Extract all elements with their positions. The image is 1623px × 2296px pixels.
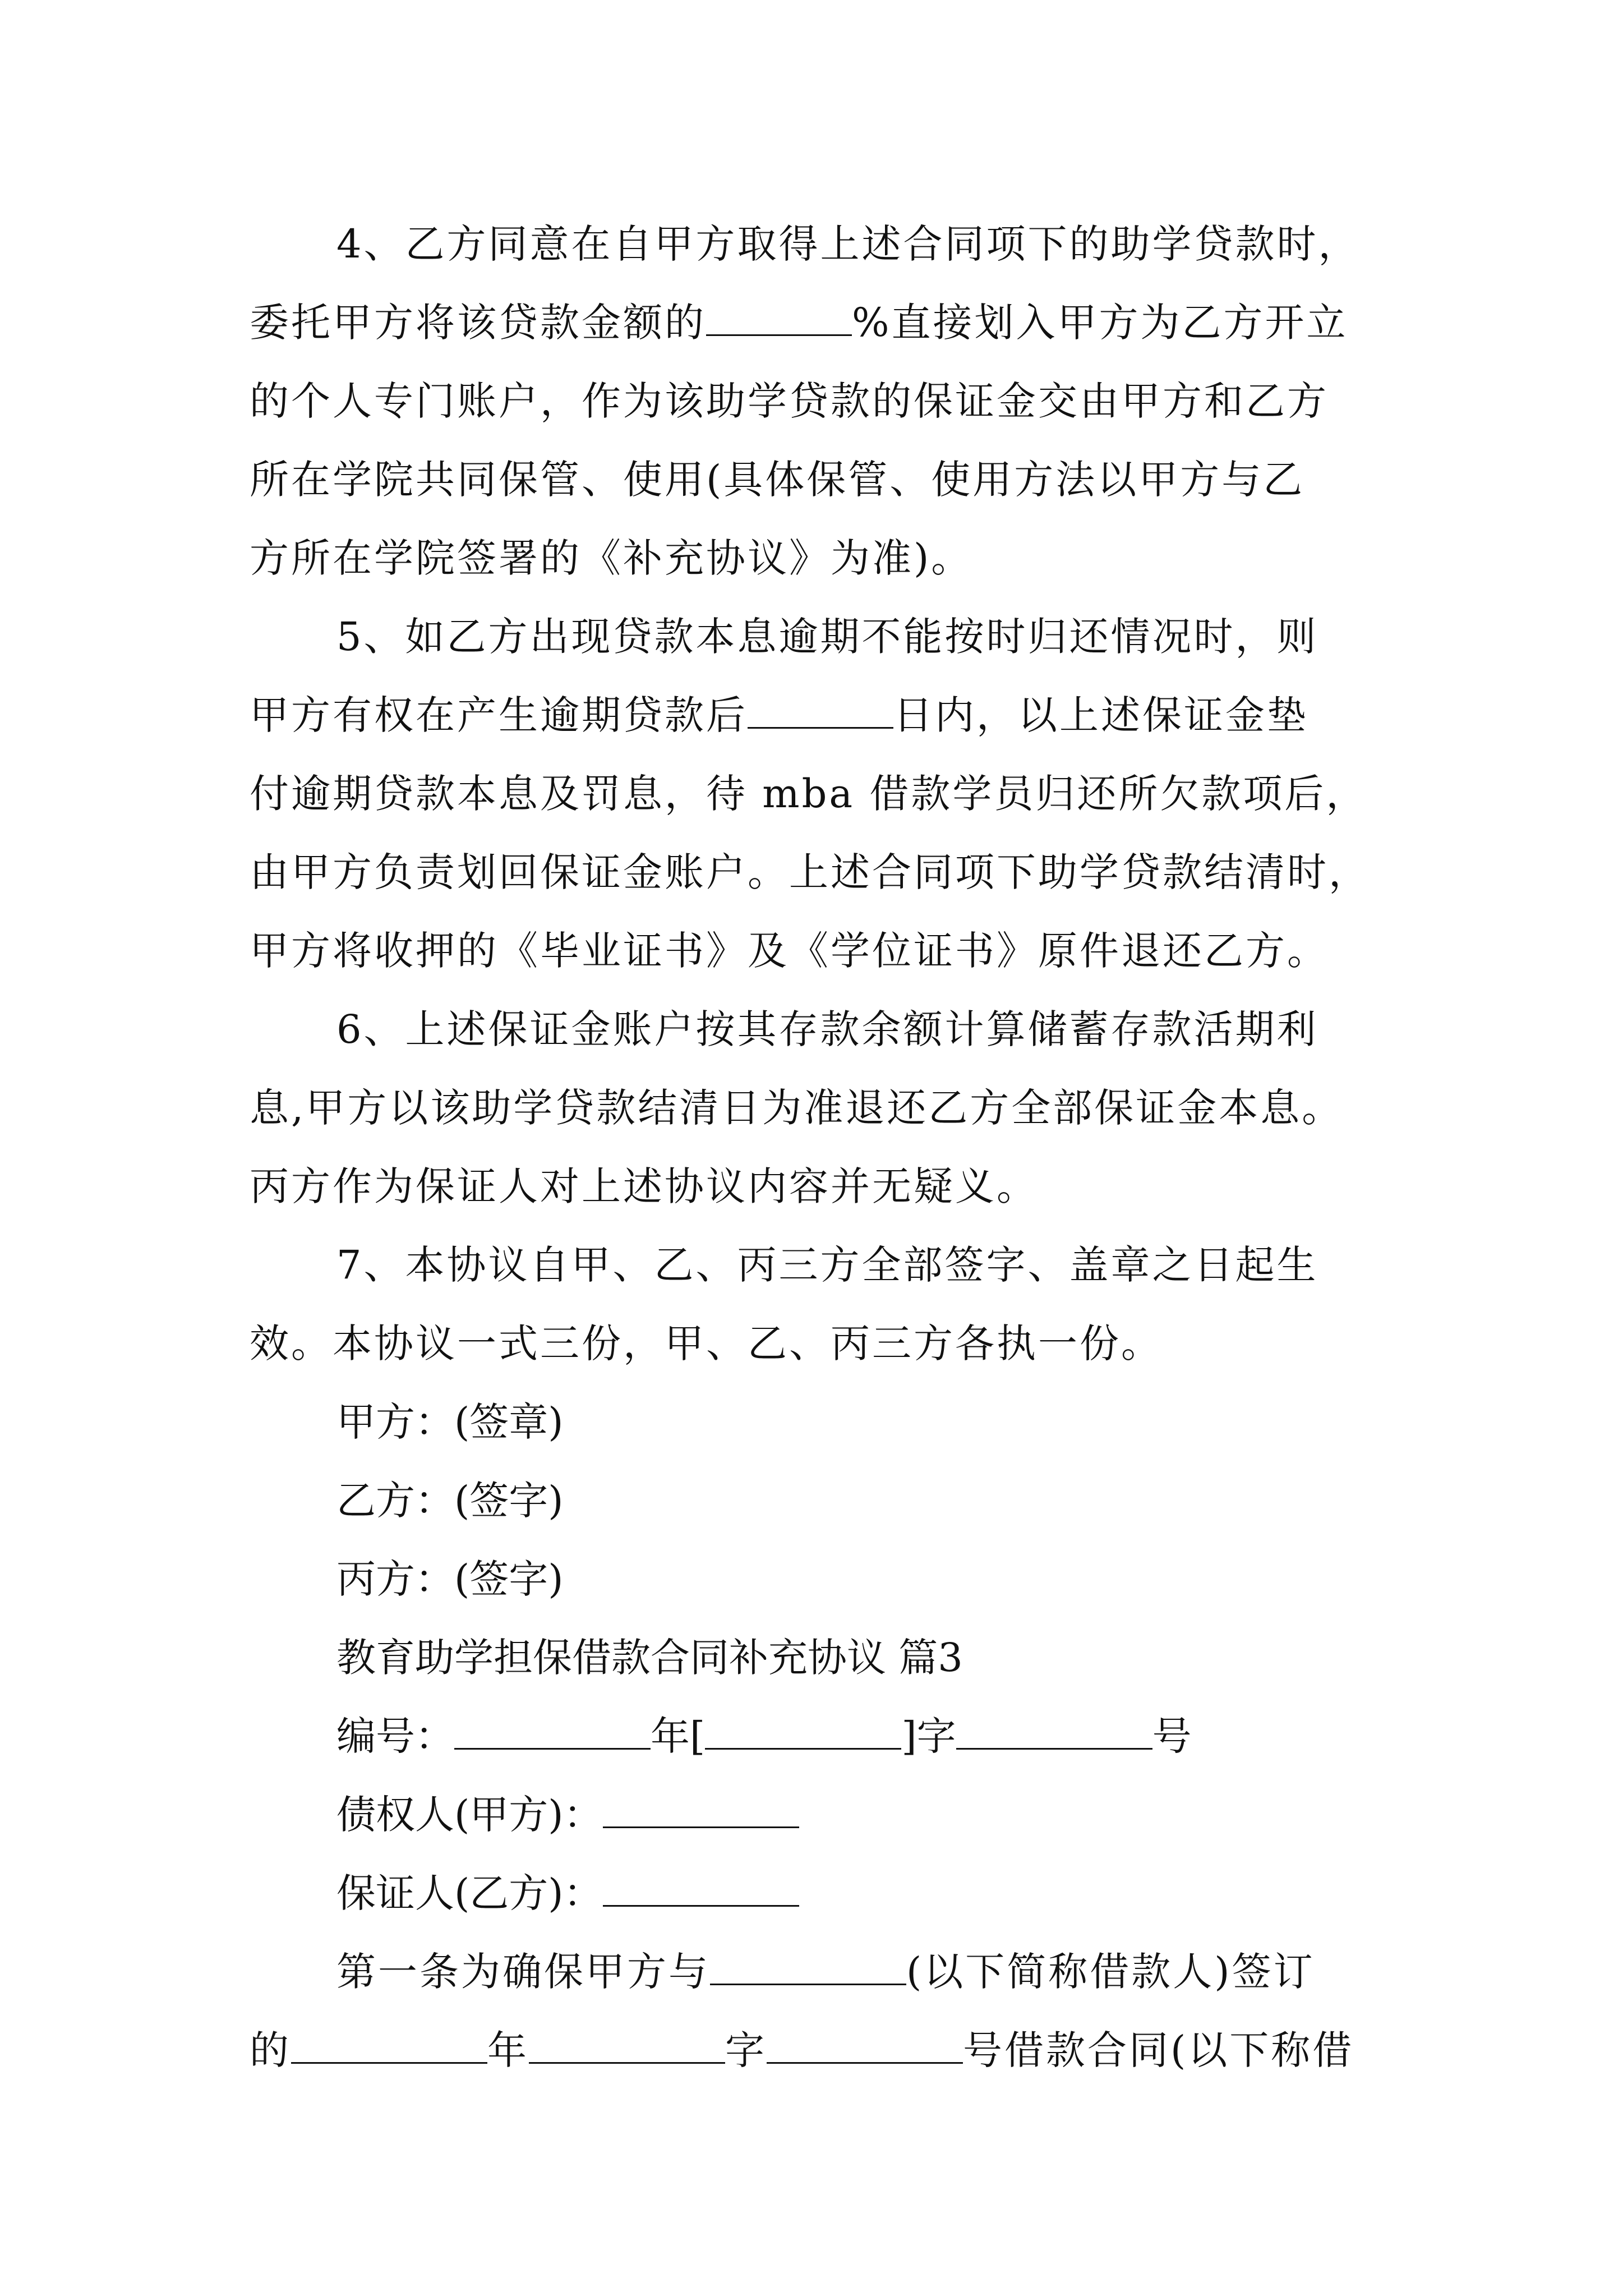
number-char: ]字 [901, 1713, 956, 1759]
number-no: 号 [1152, 1713, 1192, 1759]
number-label: 编号： [336, 1713, 454, 1759]
item5-line4: 由甲方负责划回保证金账户。上述合同项下助学贷款结清时， [250, 849, 1370, 895]
creditor-line [336, 1787, 799, 1843]
item4-line5: 方所在学院签署的《补充协议》为准)。 [250, 535, 973, 581]
item5-line2-text-b: 日内，以上述保证金垫 [893, 692, 1308, 738]
item6-line2: 息,甲方以该助学贷款结清日为准退还乙方全部保证金本息。 [250, 1085, 1344, 1131]
article1-line1 [336, 1944, 1315, 2000]
item6-line1: 6、上述保证金账户按其存款余额计算储蓄存款活期利 [336, 1006, 1318, 1052]
item4-line4: 所在学院共同保管、使用(具体保管、使用方法以甲方与乙 [250, 457, 1305, 503]
number-no-blank [956, 1709, 1152, 1750]
item5-line1: 5、如乙方出现贷款本息逾期不能按时归还情况时，则 [336, 614, 1318, 660]
item4-line2 [250, 295, 1348, 351]
percent-blank [706, 295, 852, 336]
creditor-blank [603, 1787, 799, 1828]
number-line [336, 1708, 1192, 1764]
contract-no-blank [767, 2023, 963, 2064]
number-char-blank [705, 1709, 901, 1750]
item7-line2: 效。本协议一式三份，甲、乙、丙三方各执一份。 [250, 1320, 1163, 1366]
borrower-blank [710, 1944, 906, 1985]
creditor-label: 债权人(甲方)： [336, 1792, 603, 1838]
guarantor-blank [603, 1866, 799, 1907]
days-blank [748, 688, 893, 729]
signature-party-b: 乙方：(签字) [336, 1478, 564, 1524]
item4-line2-text-a: 委托甲方将该贷款金额的 [250, 300, 706, 346]
article1-line2 [250, 2022, 1354, 2078]
article1-line1-text-a: 第一条为确保甲方与 [336, 1949, 710, 1995]
item6-line3: 丙方作为保证人对上述协议内容并无疑义。 [250, 1163, 1038, 1209]
item4-line3: 的个人专门账户，作为该助学贷款的保证金交由甲方和乙方 [250, 378, 1329, 424]
item5-line5: 甲方将收押的《毕业证书》及《学位证书》原件退还乙方。 [250, 928, 1329, 974]
item7-line1: 7、本协议自甲、乙、丙三方全部签字、盖章之日起生 [336, 1242, 1318, 1288]
section3-heading: 教育助学担保借款合同补充协议 篇3 [336, 1635, 963, 1681]
item5-line2-text-a: 甲方有权在产生逾期贷款后 [250, 692, 748, 738]
contract-char-blank [529, 2023, 725, 2064]
article1-line2-text-b: 年 [487, 2027, 529, 2073]
guarantor-line [336, 1865, 799, 1921]
item4-line1: 4、乙方同意在自甲方取得上述合同项下的助学贷款时， [336, 221, 1360, 267]
signature-party-c: 丙方：(签字) [336, 1556, 564, 1602]
contract-year-blank [291, 2023, 487, 2064]
number-year: 年[ [651, 1713, 706, 1759]
item4-line2-text-b: %直接划入甲方为乙方开立 [852, 300, 1348, 346]
signature-party-a: 甲方：(签章) [336, 1399, 564, 1445]
article1-line2-text-a: 的 [250, 2027, 291, 2073]
item5-line2 [250, 687, 1308, 743]
article1-line2-text-c: 字 [725, 2027, 767, 2073]
item5-line3: 付逾期贷款本息及罚息，待 mba 借款学员归还所欠款项后， [250, 771, 1368, 817]
guarantor-label: 保证人(乙方)： [336, 1870, 603, 1916]
article1-line1-text-b: (以下简称借款人)签订 [906, 1949, 1315, 1995]
number-year-blank [454, 1709, 651, 1750]
article1-line2-text-d: 号借款合同(以下称借 [963, 2027, 1354, 2073]
